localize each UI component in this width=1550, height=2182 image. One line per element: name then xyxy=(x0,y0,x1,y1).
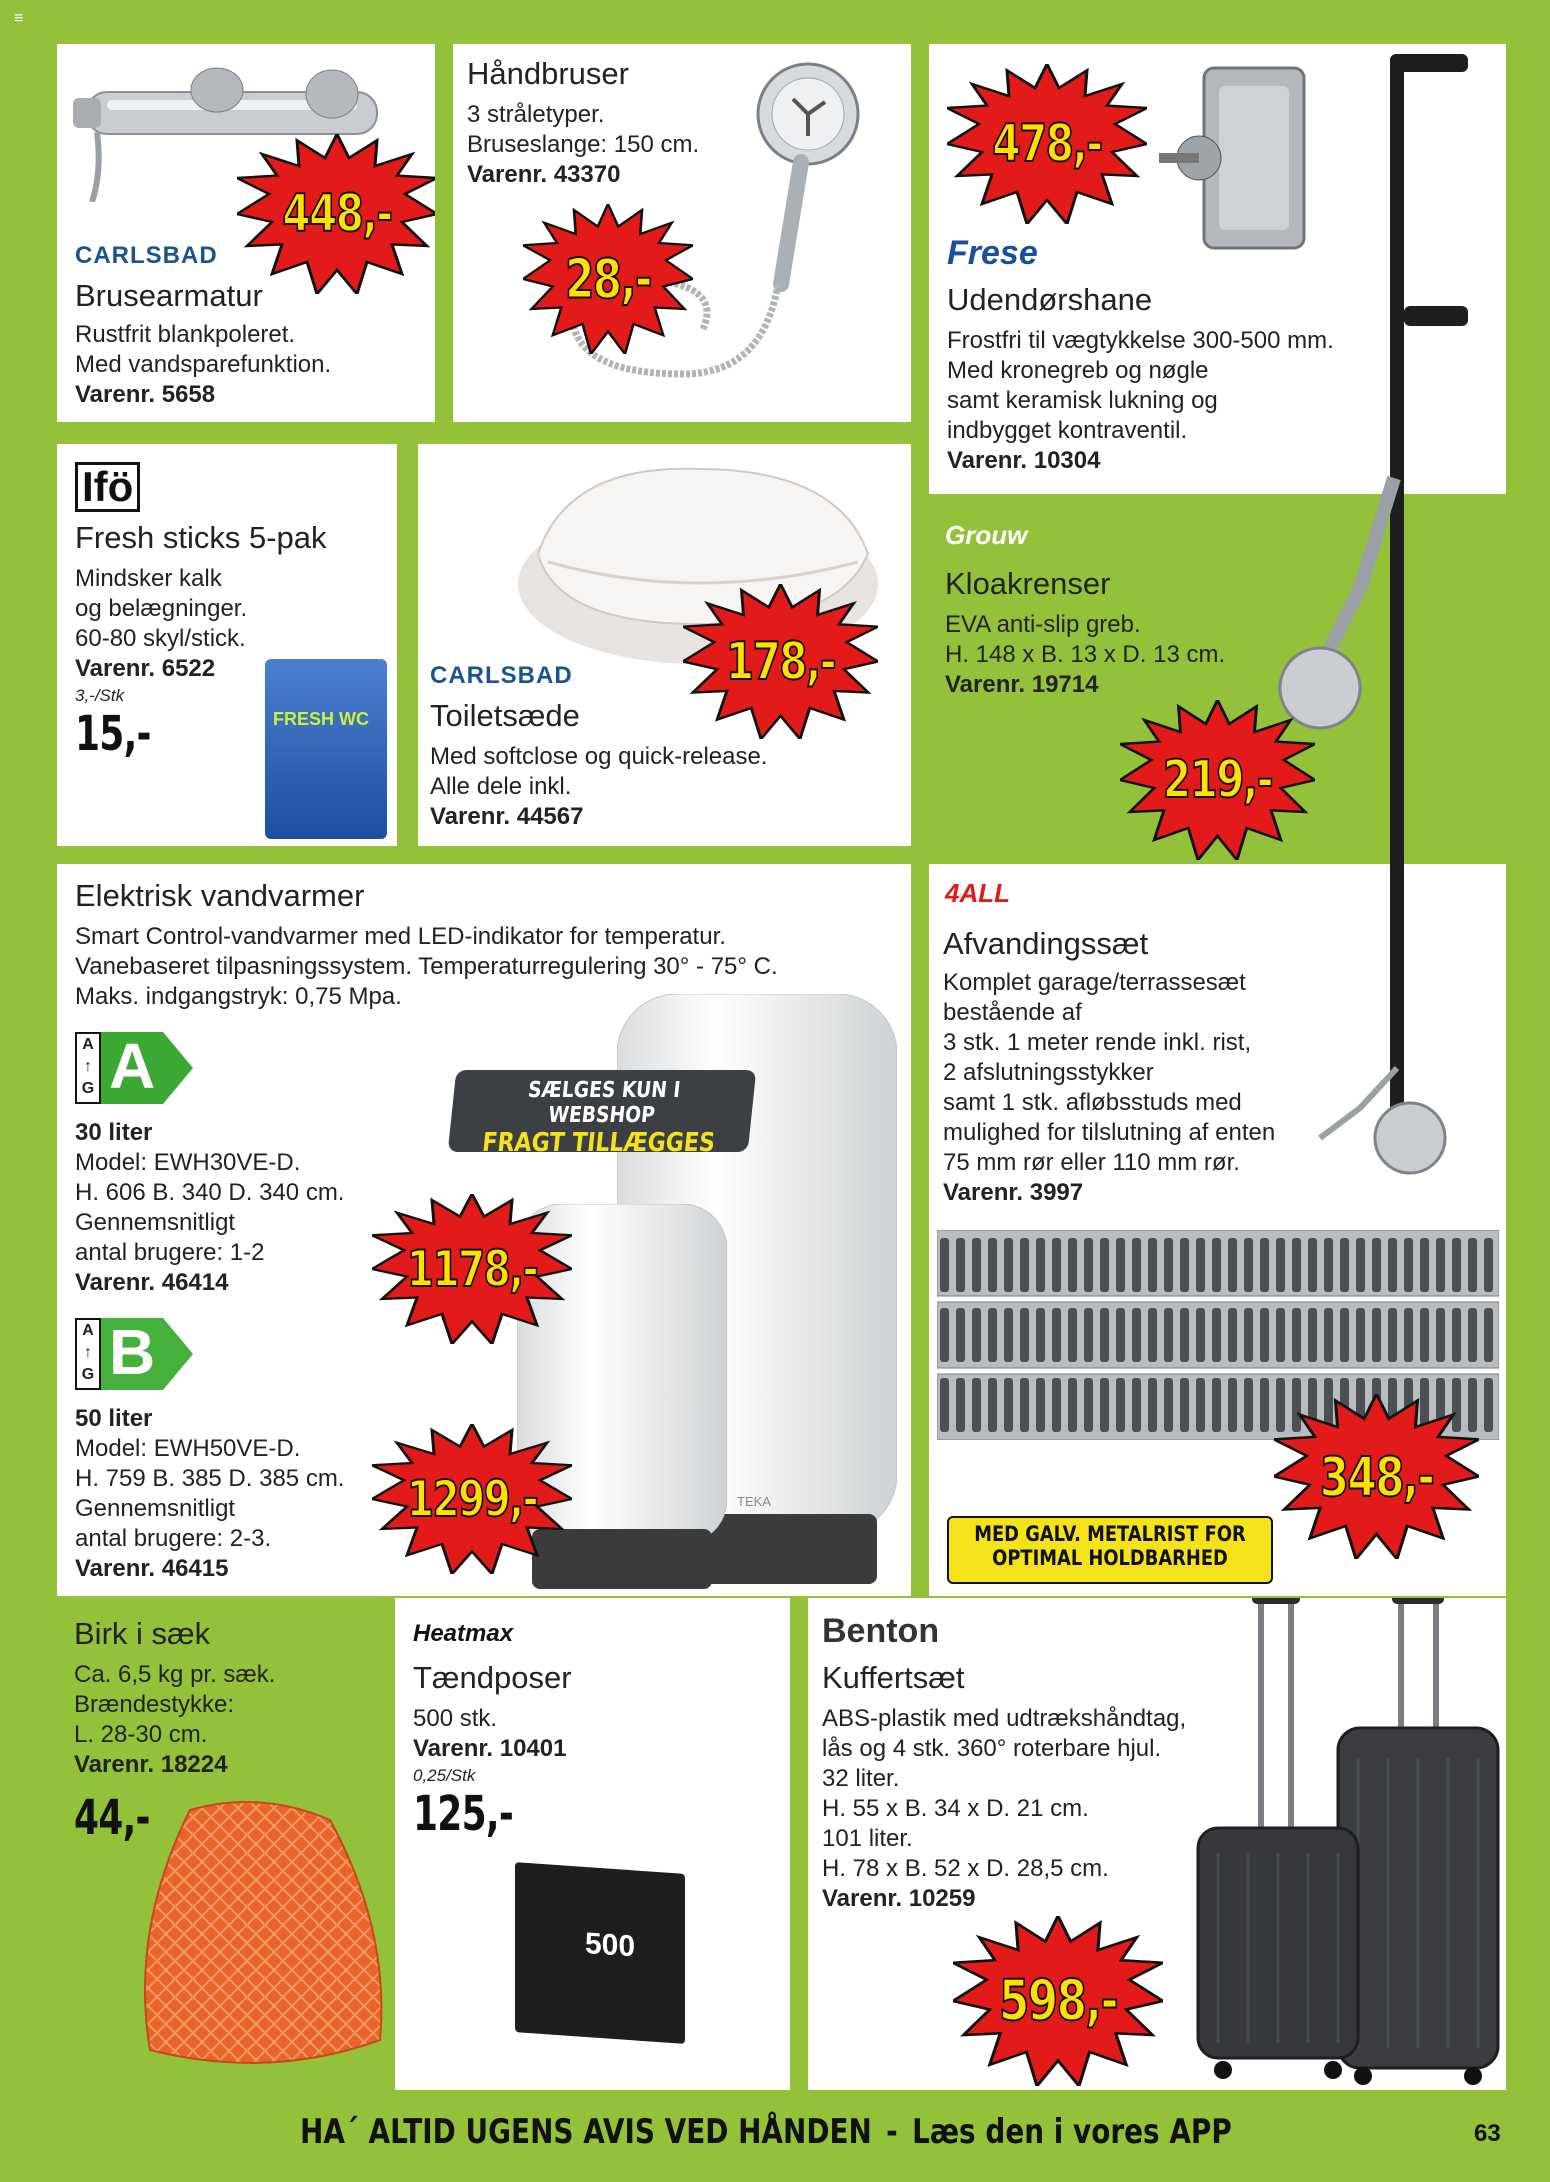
brand-ifo: Ifö xyxy=(75,462,140,512)
firestarter-box-image xyxy=(515,1862,685,2044)
webshop-banner-line2: FRAGT TILLÆGGES xyxy=(480,1128,717,1158)
birk-varenr: Varenr. 18224 xyxy=(74,1751,228,1778)
card-freshsticks xyxy=(57,444,397,846)
product-varenr: Varenr. 10259 xyxy=(822,1885,976,1912)
energy-scale-bottom: G xyxy=(81,1080,95,1097)
v30-desc-1: Model: EWH30VE-D. xyxy=(75,1149,301,1176)
v30-desc-3: Gennemsnitligt xyxy=(75,1209,236,1236)
drain-cleaner-tool-image xyxy=(1270,48,1530,1198)
energy-class: A xyxy=(109,1030,156,1102)
metalrist-banner xyxy=(947,1516,1273,1584)
product-desc-2: lås og 4 stk. 360° roterbare hjul. xyxy=(822,1735,1162,1762)
footer-slogan-row xyxy=(300,2112,1232,2152)
product-desc-2: Bruseslange: 150 cm. xyxy=(467,131,700,158)
product-desc-2: og belægninger. xyxy=(75,595,248,622)
webshop-banner-line1: SÆLGES KUN I WEBSHOP xyxy=(526,1078,682,1128)
price-burst xyxy=(683,584,878,739)
v50-desc-1: Model: EWH50VE-D. xyxy=(75,1435,301,1462)
brand-carlsbad: CARLSBAD xyxy=(75,242,218,269)
energy-scale-arrow: ↑ xyxy=(84,1344,92,1361)
price: 1178,- xyxy=(406,1240,538,1298)
price-burst-30 xyxy=(372,1194,572,1344)
product-desc-3: 3 stk. 1 meter rende inkl. rist, xyxy=(943,1029,1252,1056)
footer-dash: - xyxy=(886,2112,898,2152)
metalrist-banner-line1: MED GALV. METALRIST FOR xyxy=(974,1522,1246,1546)
price-burst xyxy=(953,1916,1163,2086)
price-burst xyxy=(237,134,435,294)
card-brusearmatur xyxy=(57,44,435,422)
price: 178,- xyxy=(725,631,836,692)
price: 448,- xyxy=(282,184,392,244)
price: 15,- xyxy=(75,706,151,762)
birk-desc-2: Brændestykke: xyxy=(74,1691,235,1718)
unit-price: 0,25/Stk xyxy=(413,1766,476,1785)
price-burst xyxy=(947,64,1147,224)
product-desc-2: Med kronegreb og nøgle xyxy=(947,357,1209,384)
product-desc-1: 3 stråletyper. xyxy=(467,101,605,128)
product-varenr: Varenr. 10401 xyxy=(413,1735,567,1762)
product-title: Elektrisk vandvarmer xyxy=(75,878,365,913)
v30-varenr: Varenr. 46414 xyxy=(75,1269,229,1296)
product-desc-1: 500 stk. xyxy=(413,1705,498,1732)
v50-desc-2: H. 759 B. 385 D. 385 cm. xyxy=(75,1465,345,1492)
product-desc-1: ABS-plastik med udtrækshåndtag, xyxy=(822,1705,1187,1732)
price: 598,- xyxy=(998,1968,1118,2034)
energy-label-b xyxy=(75,1318,195,1388)
fresh-sticks-pack-image xyxy=(265,659,387,839)
product-desc-2: Med vandsparefunktion. xyxy=(75,351,332,378)
page-number: 63 xyxy=(1474,2120,1501,2147)
product-varenr: Varenr. 10304 xyxy=(947,447,1101,474)
product-title: Fresh sticks 5-pak xyxy=(75,520,327,555)
firewood-sack-image xyxy=(130,1790,400,2070)
product-desc-2: bestående af xyxy=(943,999,1082,1026)
product-desc-4: 2 afslutningsstykker xyxy=(943,1059,1154,1086)
product-desc-2: Alle dele inkl. xyxy=(430,773,572,800)
product-desc-2: Vanebaseret tilpasningssystem. Temperaturregulering 30° - 75° C. xyxy=(75,953,778,980)
footer-slogan: HA´ ALTID UGENS AVIS VED HÅNDEN xyxy=(300,2112,872,2152)
price-burst-50 xyxy=(372,1424,572,1574)
card-haandbruser xyxy=(453,44,911,422)
product-varenr: Varenr. 3997 xyxy=(943,1179,1084,1206)
product-desc-1: Smart Control-vandvarmer med LED-indikator for temperatur. xyxy=(75,923,726,950)
card-kuffert xyxy=(808,1598,1506,2090)
product-desc-3: 60-80 skyl/stick. xyxy=(75,625,246,652)
unit-price: 3,-/Stk xyxy=(75,686,125,705)
v30-desc-2: H. 606 B. 340 D. 340 cm. xyxy=(75,1179,345,1206)
product-title: Udendørshane xyxy=(947,282,1153,317)
product-varenr: Varenr. 44567 xyxy=(430,803,584,830)
birk-desc-3: L. 28-30 cm. xyxy=(74,1721,208,1748)
product-desc-6: H. 78 x B. 52 x D. 28,5 cm. xyxy=(822,1855,1109,1882)
product-title: Tændposer xyxy=(413,1660,572,1695)
brand-grouw: Grouw xyxy=(945,520,1028,550)
energy-scale-top: A xyxy=(82,1036,94,1053)
product-title: Brusearmatur xyxy=(75,278,263,313)
price: 478,- xyxy=(992,114,1102,174)
product-desc-7: 75 mm rør eller 110 mm rør. xyxy=(943,1149,1240,1176)
pack-label: FRESH WC xyxy=(273,709,369,729)
energy-scale-bottom: G xyxy=(81,1366,95,1383)
price: 348,- xyxy=(1319,1445,1434,1508)
footer-app-text: Læs den i vores APP xyxy=(912,2112,1232,2152)
top-menu-mark: ≡ xyxy=(14,10,24,27)
suitcase-set-image xyxy=(1178,1598,1503,2088)
webshop-banner xyxy=(448,1070,757,1158)
box-count: 500 xyxy=(585,1926,636,1964)
v30-size: 30 liter xyxy=(75,1119,153,1146)
price: 125,- xyxy=(413,1786,514,1842)
product-desc-5: 101 liter. xyxy=(822,1825,913,1852)
price: 219,- xyxy=(1162,750,1273,810)
product-varenr: Varenr. 5658 xyxy=(75,381,216,408)
brand-benton: Benton xyxy=(822,1612,940,1650)
product-desc-1: Mindsker kalk xyxy=(75,565,222,592)
price: 1299,- xyxy=(406,1470,538,1528)
brand-carlsbad: CARLSBAD xyxy=(430,662,573,689)
birk-title: Birk i sæk xyxy=(74,1616,211,1651)
tank-brand-label: TEKA xyxy=(737,1494,771,1509)
product-title: Kuffertsæt xyxy=(822,1660,965,1695)
metalrist-banner-line2: OPTIMAL HOLDBARHED xyxy=(992,1546,1228,1570)
product-title: Afvandingssæt xyxy=(943,926,1149,961)
card-vandvarmer xyxy=(57,864,911,1596)
product-desc-5: samt 1 stk. afløbsstuds med xyxy=(943,1089,1242,1116)
v50-varenr: Varenr. 46415 xyxy=(75,1555,229,1582)
product-desc-1: Komplet garage/terrassesæt xyxy=(943,969,1246,996)
product-title: Håndbruser xyxy=(467,56,629,91)
v30-desc-4: antal brugere: 1-2 xyxy=(75,1239,265,1266)
product-desc-1: Rustfrit blankpoleret. xyxy=(75,321,296,348)
kloakrenser-price-burst xyxy=(1120,700,1315,860)
brand-4all: 4ALL xyxy=(945,878,1010,908)
energy-label-a xyxy=(75,1032,195,1102)
card-taendposer xyxy=(395,1598,790,2090)
product-desc-1: Med softclose og quick-release. xyxy=(430,743,768,770)
v50-desc-3: Gennemsnitligt xyxy=(75,1495,236,1522)
kloakrenser-desc-1: EVA anti-slip greb. xyxy=(945,611,1141,638)
card-toiletsaede xyxy=(418,444,911,846)
price-burst xyxy=(523,204,693,354)
kloakrenser-varenr: Varenr. 19714 xyxy=(945,671,1099,698)
energy-class: B xyxy=(109,1316,156,1388)
brand-frese: Frese xyxy=(947,234,1038,272)
energy-scale-arrow: ↑ xyxy=(84,1058,92,1075)
product-varenr: Varenr. 43370 xyxy=(467,161,621,188)
product-desc-3: samt keramisk lukning og xyxy=(947,387,1218,414)
product-desc-1: Frostfri til vægtykkelse 300-500 mm. xyxy=(947,327,1334,354)
v50-desc-4: antal brugere: 2-3. xyxy=(75,1525,272,1552)
kloakrenser-desc-2: H. 148 x B. 13 x D. 13 cm. xyxy=(945,641,1226,668)
v50-size: 50 liter xyxy=(75,1405,153,1432)
birk-price: 44,- xyxy=(74,1790,150,1846)
price-burst xyxy=(1274,1394,1479,1559)
product-desc-3: 32 liter. xyxy=(822,1765,900,1792)
birk-desc-1: Ca. 6,5 kg pr. sæk. xyxy=(74,1661,276,1688)
product-desc-3: Maks. indgangstryk: 0,75 Mpa. xyxy=(75,983,402,1010)
brand-heatmax: Heatmax xyxy=(413,1620,514,1647)
product-desc-4: indbygget kontraventil. xyxy=(947,417,1188,444)
product-desc-4: H. 55 x B. 34 x D. 21 cm. xyxy=(822,1795,1089,1822)
energy-scale-top: A xyxy=(82,1322,94,1339)
product-varenr: Varenr. 6522 xyxy=(75,655,216,682)
kloakrenser-title: Kloakrenser xyxy=(945,566,1111,601)
product-desc-6: mulighed for tilslutning af enten xyxy=(943,1119,1276,1146)
price: 28,- xyxy=(565,247,651,311)
product-title: Toiletsæde xyxy=(430,698,580,733)
